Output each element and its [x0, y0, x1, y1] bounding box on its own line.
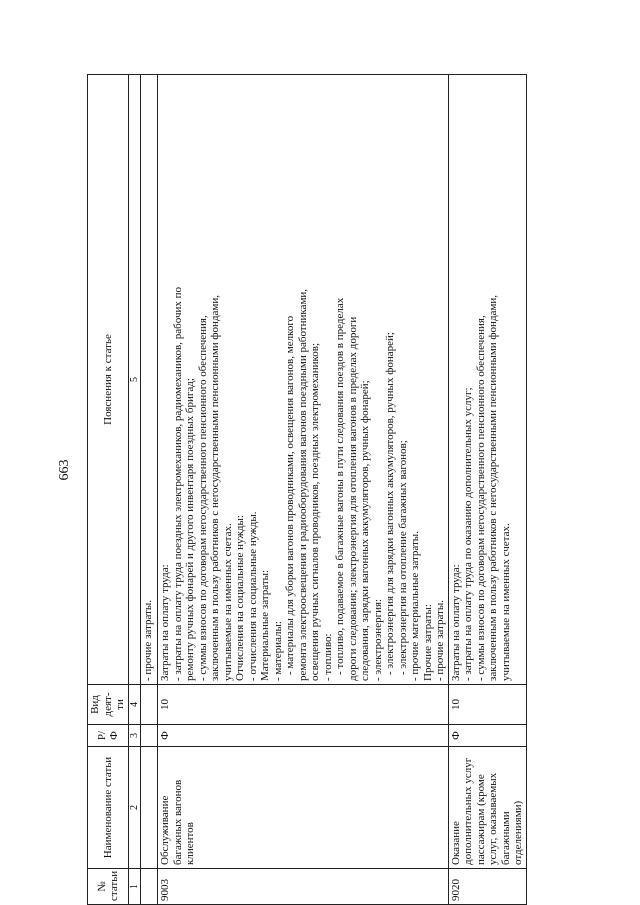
- continuation-row: [141, 75, 158, 905]
- item-name: Обслуживание багажных вагонов клиентов: [158, 747, 449, 869]
- continuation-text: - прочие затраты.: [141, 75, 158, 685]
- item-name: Оказание дополнительных услуг пассажирам (кроме услуг, оказываемых багажными отделениями): [448, 747, 526, 869]
- item-explanation: [448, 75, 526, 685]
- item-explanation: [158, 75, 449, 685]
- explanation-line: ремонту ручных фонарей и другого инвентаря поездных бригад;: [184, 378, 196, 681]
- empty-cell: [141, 869, 158, 905]
- item-rf: Ф: [158, 725, 449, 747]
- rotated-page: [87, 75, 580, 905]
- explanation-line: - топливо:: [321, 633, 334, 681]
- table-row-9020: [448, 75, 526, 905]
- table-row-9003: [158, 75, 449, 905]
- page-number: 663: [57, 459, 72, 481]
- explanation-line: - электроэнергия для зарядки вагонных аккумуляторов, ручных фонарей;: [384, 332, 396, 675]
- item-code: 9003: [158, 869, 449, 905]
- explanation-line: - затраты на оплату труда поездных электромехаников, радиомехаников, рабочих по: [171, 287, 184, 681]
- header-row: [88, 75, 129, 905]
- header-explanation: Пояснения к статье: [88, 75, 129, 685]
- column-number: 4: [129, 685, 141, 725]
- empty-cell: [141, 747, 158, 869]
- explanation-line: - электроэнергия на отопление багажных вагонов;: [396, 440, 409, 675]
- empty-cell: [141, 725, 158, 747]
- item-activity: 10: [158, 685, 449, 725]
- explanation-line: - топливо, подаваемое в багажные вагоны в пути следования поездов в пределах: [334, 297, 346, 675]
- explanation-line: Прочие затраты:: [421, 604, 434, 681]
- item-code: 9020: [448, 869, 526, 905]
- explanation-line: - отчисления на социальные нужды.: [246, 511, 259, 681]
- column-number: 1: [129, 869, 141, 905]
- explanation-line: ремонта электроосвещения и радиооборудования вагонов поездными работниками,: [296, 288, 309, 681]
- item-rf: Ф: [448, 725, 526, 747]
- explanation-line: заключенным в пользу работников с негосударственными пенсионными фондами,: [487, 294, 499, 681]
- explanation-line: учитываемые на именных счетах.: [499, 523, 512, 681]
- explanation-line: - электроэнергия:: [371, 598, 384, 681]
- explanation-line: Отчисления на социальные нужды:: [234, 515, 246, 681]
- header-code: № статьи: [88, 869, 129, 905]
- explanation-line: Затраты на оплату труда:: [159, 564, 171, 681]
- header-activity: Вид деят-ти: [88, 685, 129, 725]
- empty-cell: [141, 685, 158, 725]
- column-number-row: [129, 75, 141, 905]
- column-number: 3: [129, 725, 141, 747]
- explanation-line: освещения ручных сигналов проводников, поездных электромехаников;: [309, 342, 321, 681]
- explanation-line: - затраты на оплату труда по оказанию дополнительных услуг;: [462, 387, 474, 681]
- item-activity: 10: [448, 685, 526, 725]
- explanation-line: - материалы для уборки вагонов проводниками, освещения вагонов, мелкого: [284, 315, 296, 675]
- explanation-line: - суммы взносов по договорам негосударственного пенсионного обеспечения,: [196, 315, 209, 681]
- cost-items-table: [87, 74, 527, 905]
- header-name: Наименование статьи: [88, 747, 129, 869]
- explanation-line: Затраты на оплату труда:: [449, 564, 462, 681]
- explanation-line: заключенным в пользу работников с негосударственными пенсионными фондами,: [209, 294, 221, 681]
- explanation-line: - прочие материальные затраты.: [409, 531, 421, 681]
- explanation-line: Материальные затраты:: [259, 569, 271, 681]
- explanation-line: - материалы:: [271, 621, 284, 681]
- explanation-line: - суммы взносов по договорам негосударственного пенсионного обеспечения,: [474, 315, 487, 681]
- header-rf: Р/ Ф: [88, 725, 129, 747]
- explanation-line: - прочие затраты.: [434, 600, 446, 681]
- explanation-line: учитываемые на именных счетах.: [221, 523, 234, 681]
- explanation-line: следования, зарядки вагонных аккумуляторов, ручных фонарей;: [359, 380, 371, 681]
- column-number: 2: [129, 747, 141, 869]
- column-number: 5: [129, 75, 141, 685]
- explanation-line: дороги следования; электроэнергия для отопления вагонов в пределах дороги: [346, 316, 359, 681]
